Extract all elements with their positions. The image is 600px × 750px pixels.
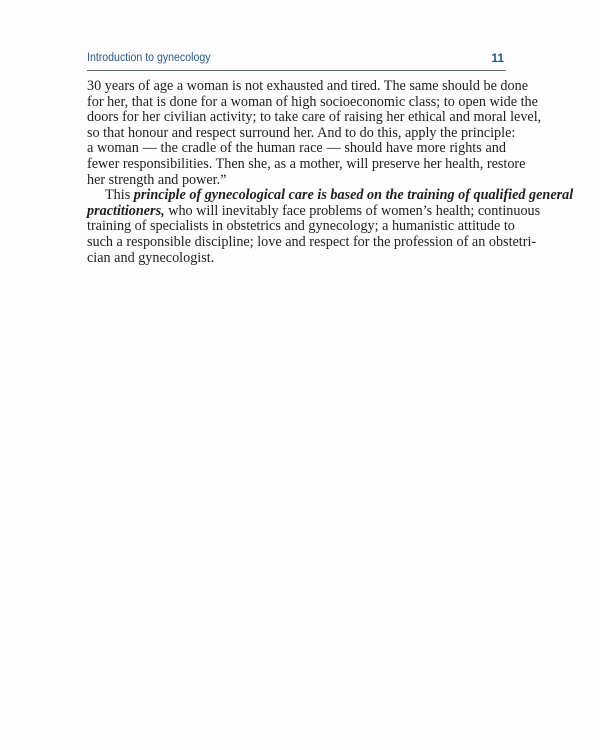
text-line <box>87 202 541 220</box>
text-line: training of specialists in obstetrics and gynecology; a humanistic attitude to <box>87 218 515 235</box>
text-run: who will inevitably face problems of women’s health; continuous <box>164 202 541 219</box>
text-line: for her, that is done for a woman of high socioeconomic class; to open wide the <box>87 93 538 110</box>
text-line: doors for her civilian activity; to take care of raising her ethical and moral level, <box>87 109 542 126</box>
text-line: cian and gynecologist. <box>87 249 215 266</box>
emphasized-text: principle of gynecological care is based on the training of qualified general <box>133 187 574 204</box>
running-header <box>87 50 506 71</box>
text-line: fewer responsibilities. Then she, as a mother, will preserve her health, restore <box>87 155 526 172</box>
text-line: 30 years of age a woman is not exhausted and tired. The same should be done <box>87 78 529 94</box>
page-number: 11 <box>491 51 504 65</box>
text-line: so that honour and respect surround her. And to do this, apply the principle: <box>87 124 516 141</box>
text-line: a woman — the cradle of the human race — should have more rights and <box>87 140 506 157</box>
paragraph-quote-continuation <box>87 78 542 188</box>
paragraph-principle <box>87 187 574 266</box>
body-text <box>87 78 574 266</box>
text-run: This <box>105 187 134 204</box>
text-line: her strength and power.” <box>87 171 227 188</box>
emphasized-text: practitioners, <box>87 202 165 219</box>
text-line <box>87 187 574 204</box>
chapter-title: Introduction to gynecology <box>87 52 211 64</box>
text-line: such a responsible discipline; love and respect for the profession of an obstetri- <box>87 233 537 250</box>
